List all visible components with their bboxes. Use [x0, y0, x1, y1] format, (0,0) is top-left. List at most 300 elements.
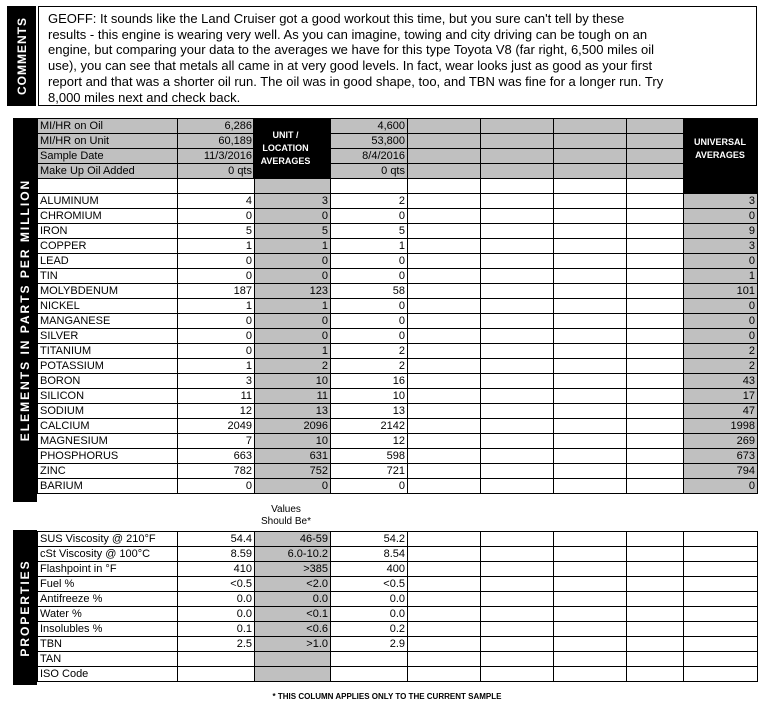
empty-cell	[408, 434, 481, 449]
empty-cell	[408, 577, 481, 592]
unit-average-value: 10	[255, 434, 331, 449]
current-value: 187	[178, 284, 255, 299]
element-name: CALCIUM	[38, 419, 178, 434]
empty-cell	[554, 464, 627, 479]
previous-value: 0	[331, 479, 408, 494]
empty-cell	[408, 239, 481, 254]
empty-cell	[627, 194, 684, 209]
empty-cell	[554, 622, 627, 637]
empty-cell	[627, 562, 684, 577]
empty-cell	[408, 607, 481, 622]
header-line: UNIVERSAL	[693, 136, 746, 147]
sample-info-row	[38, 149, 758, 164]
unit-average-value: 0	[255, 329, 331, 344]
empty-cell	[178, 179, 255, 194]
empty-cell	[481, 119, 554, 134]
should-be-value: 46-59	[255, 532, 331, 547]
empty-cell	[481, 269, 554, 284]
universal-average-value: 101	[684, 284, 758, 299]
universal-average-value: 269	[684, 434, 758, 449]
empty-cell	[554, 419, 627, 434]
header-line: AVERAGES	[260, 156, 311, 166]
empty-cell	[481, 389, 554, 404]
element-name: BORON	[38, 374, 178, 389]
element-name: BARIUM	[38, 479, 178, 494]
empty-cell	[481, 464, 554, 479]
comment-line: engine, but comparing your data to the averages we have for this type Toyota V8 (far right, 6,500 miles oil	[48, 42, 655, 58]
current-value: 0	[178, 254, 255, 269]
empty-cell	[481, 254, 554, 269]
element-row	[38, 479, 758, 494]
empty-cell	[627, 637, 684, 652]
element-name: LEAD	[38, 254, 178, 269]
element-row	[38, 449, 758, 464]
empty-cell	[554, 284, 627, 299]
empty-cell	[408, 179, 481, 194]
empty-cell	[554, 667, 627, 682]
unit-average-value: 2	[255, 359, 331, 374]
empty-cell	[408, 404, 481, 419]
empty-cell	[627, 464, 684, 479]
previous-value: 58	[331, 284, 408, 299]
empty-cell	[408, 562, 481, 577]
empty-cell	[481, 652, 554, 667]
previous-value: 13	[331, 404, 408, 419]
property-name: TAN	[38, 652, 178, 667]
current-sample-value: 0 qts	[178, 164, 255, 179]
current-value: 0	[178, 479, 255, 494]
empty-cell	[627, 419, 684, 434]
empty-cell	[408, 449, 481, 464]
empty-cell	[554, 359, 627, 374]
previous-value: 12	[331, 434, 408, 449]
comments-section-label	[7, 6, 36, 106]
current-value: 782	[178, 464, 255, 479]
element-row	[38, 464, 758, 479]
empty-cell	[408, 209, 481, 224]
previous-value: 0.0	[331, 607, 408, 622]
empty-cell	[627, 652, 684, 667]
empty-cell	[481, 562, 554, 577]
universal-average-value: 2	[684, 359, 758, 374]
empty-cell	[627, 314, 684, 329]
previous-value: 2142	[331, 419, 408, 434]
empty-cell	[481, 224, 554, 239]
property-name: Insolubles %	[38, 622, 178, 637]
universal-average-value: 9	[684, 224, 758, 239]
empty-cell	[408, 269, 481, 284]
current-value	[178, 667, 255, 682]
empty-cell	[554, 269, 627, 284]
previous-sample-value: 8/4/2016	[331, 149, 408, 164]
previous-value: 1	[331, 239, 408, 254]
empty-cell	[554, 434, 627, 449]
empty-cell	[408, 592, 481, 607]
current-sample-value: 11/3/2016	[178, 149, 255, 164]
empty-cell	[627, 254, 684, 269]
empty-cell	[627, 119, 684, 134]
previous-sample-value: 0 qts	[331, 164, 408, 179]
header-line: UNIT /	[272, 130, 299, 140]
empty-cell	[481, 404, 554, 419]
comments-label-text: COMMENTS	[14, 17, 29, 95]
elements-label-text: ELEMENTS IN PARTS PER MILLION	[18, 178, 32, 442]
properties-table	[37, 531, 758, 682]
empty-cell	[554, 652, 627, 667]
empty-cell	[627, 404, 684, 419]
empty-cell	[684, 547, 758, 562]
empty-cell	[554, 547, 627, 562]
universal-average-value: 2	[684, 344, 758, 359]
empty-cell	[627, 547, 684, 562]
universal-average-value: 1998	[684, 419, 758, 434]
unit-average-value: 10	[255, 374, 331, 389]
property-row	[38, 607, 758, 622]
empty-cell	[627, 149, 684, 164]
universal-average-value: 43	[684, 374, 758, 389]
current-value: 8.59	[178, 547, 255, 562]
previous-value: 0	[331, 269, 408, 284]
element-row	[38, 434, 758, 449]
empty-cell	[684, 179, 758, 194]
empty-cell	[408, 224, 481, 239]
element-row	[38, 404, 758, 419]
empty-cell	[481, 592, 554, 607]
previous-value	[331, 652, 408, 667]
empty-cell	[408, 329, 481, 344]
universal-average-value: 0	[684, 479, 758, 494]
empty-cell	[481, 637, 554, 652]
empty-cell	[481, 577, 554, 592]
previous-value: 0	[331, 299, 408, 314]
current-value: 0.1	[178, 622, 255, 637]
current-value: 2049	[178, 419, 255, 434]
empty-cell	[627, 284, 684, 299]
element-row	[38, 419, 758, 434]
empty-cell	[627, 299, 684, 314]
element-row	[38, 194, 758, 209]
empty-cell	[481, 607, 554, 622]
info-label: Make Up Oil Added	[38, 164, 178, 179]
empty-cell	[627, 592, 684, 607]
previous-value: 2	[331, 344, 408, 359]
previous-value: 0.2	[331, 622, 408, 637]
empty-cell	[331, 179, 408, 194]
unit-average-value: 0	[255, 314, 331, 329]
elements-table	[37, 118, 758, 494]
current-value: 2.5	[178, 637, 255, 652]
unit-average-value: 5	[255, 224, 331, 239]
element-name: IRON	[38, 224, 178, 239]
element-name: TITANIUM	[38, 344, 178, 359]
empty-cell	[408, 254, 481, 269]
info-label: Sample Date	[38, 149, 178, 164]
property-name: TBN	[38, 637, 178, 652]
property-row	[38, 562, 758, 577]
current-value: 0	[178, 314, 255, 329]
empty-cell	[684, 577, 758, 592]
element-name: MOLYBDENUM	[38, 284, 178, 299]
current-value: 4	[178, 194, 255, 209]
unit-average-value: 13	[255, 404, 331, 419]
empty-cell	[627, 607, 684, 622]
values-should-be-header	[253, 504, 319, 528]
empty-cell	[627, 179, 684, 194]
property-row	[38, 667, 758, 682]
empty-cell	[554, 314, 627, 329]
element-name: MAGNESIUM	[38, 434, 178, 449]
unit-average-value: 1	[255, 344, 331, 359]
empty-cell	[408, 284, 481, 299]
empty-cell	[481, 284, 554, 299]
empty-cell	[554, 134, 627, 149]
sample-info-row	[38, 134, 758, 149]
unit-average-value: 0	[255, 269, 331, 284]
empty-cell	[408, 134, 481, 149]
empty-cell	[481, 329, 554, 344]
header-line: LOCATION	[262, 143, 309, 153]
empty-cell	[554, 149, 627, 164]
empty-cell	[554, 479, 627, 494]
empty-cell	[255, 179, 331, 194]
empty-cell	[627, 269, 684, 284]
previous-value: <0.5	[331, 577, 408, 592]
previous-sample-value: 53,800	[331, 134, 408, 149]
sample-info-row	[38, 119, 758, 134]
empty-cell	[554, 329, 627, 344]
current-value: <0.5	[178, 577, 255, 592]
universal-average-value: 794	[684, 464, 758, 479]
empty-cell	[408, 652, 481, 667]
element-name: MANGANESE	[38, 314, 178, 329]
empty-cell	[554, 449, 627, 464]
empty-cell	[481, 209, 554, 224]
empty-cell	[38, 179, 178, 194]
previous-value: 0	[331, 209, 408, 224]
element-name: SODIUM	[38, 404, 178, 419]
should-be-value: >385	[255, 562, 331, 577]
element-row	[38, 314, 758, 329]
empty-cell	[481, 419, 554, 434]
comments-box	[38, 6, 757, 106]
empty-cell	[554, 532, 627, 547]
previous-value: 2	[331, 359, 408, 374]
empty-cell	[481, 479, 554, 494]
property-name: cSt Viscosity @ 100°C	[38, 547, 178, 562]
empty-cell	[481, 359, 554, 374]
empty-cell	[627, 479, 684, 494]
current-value: 0	[178, 329, 255, 344]
empty-cell	[408, 419, 481, 434]
empty-cell	[408, 389, 481, 404]
should-be-value	[255, 652, 331, 667]
empty-cell	[684, 562, 758, 577]
empty-cell	[684, 667, 758, 682]
unit-average-value: 0	[255, 479, 331, 494]
empty-cell	[408, 464, 481, 479]
empty-cell	[684, 607, 758, 622]
empty-cell	[481, 164, 554, 179]
empty-cell	[554, 344, 627, 359]
property-row	[38, 652, 758, 667]
empty-cell	[481, 449, 554, 464]
empty-cell	[408, 344, 481, 359]
comment-line: results - this engine is wearing very well. As you can imagine, towing and city driving can be tough on an	[48, 26, 648, 42]
empty-cell	[481, 532, 554, 547]
empty-cell	[554, 299, 627, 314]
previous-value	[331, 667, 408, 682]
unit-average-value: 1	[255, 299, 331, 314]
empty-cell	[481, 374, 554, 389]
universal-average-value: 0	[684, 254, 758, 269]
previous-value: 0.0	[331, 592, 408, 607]
empty-cell	[627, 667, 684, 682]
comment-line: 8,000 miles next and check back.	[48, 89, 241, 105]
element-row	[38, 254, 758, 269]
element-row	[38, 389, 758, 404]
unit-location-averages-header	[253, 119, 318, 178]
empty-cell	[627, 224, 684, 239]
current-value: 0	[178, 269, 255, 284]
previous-value: 16	[331, 374, 408, 389]
footnote: * THIS COLUMN APPLIES ONLY TO THE CURRENT SAMPLE	[272, 692, 502, 701]
empty-cell	[554, 374, 627, 389]
unit-average-value: 0	[255, 209, 331, 224]
unit-average-value: 2096	[255, 419, 331, 434]
should-be-value: 6.0-10.2	[255, 547, 331, 562]
previous-value: 721	[331, 464, 408, 479]
empty-cell	[554, 254, 627, 269]
element-row	[38, 374, 758, 389]
element-name: POTASSIUM	[38, 359, 178, 374]
header-line: AVERAGES	[695, 149, 745, 160]
universal-average-value: 0	[684, 299, 758, 314]
empty-cell	[554, 389, 627, 404]
element-row	[38, 359, 758, 374]
current-value: 663	[178, 449, 255, 464]
empty-cell	[408, 149, 481, 164]
current-value: 0.0	[178, 607, 255, 622]
empty-cell	[554, 164, 627, 179]
universal-average-value: 0	[684, 209, 758, 224]
unit-average-value: 123	[255, 284, 331, 299]
empty-cell	[554, 637, 627, 652]
empty-cell	[481, 194, 554, 209]
empty-cell	[684, 652, 758, 667]
should-be-value: >1.0	[255, 637, 331, 652]
current-value: 54.4	[178, 532, 255, 547]
previous-value: 2.9	[331, 637, 408, 652]
previous-value: 0	[331, 329, 408, 344]
empty-cell	[627, 134, 684, 149]
empty-cell	[554, 404, 627, 419]
current-value: 1	[178, 359, 255, 374]
universal-average-value: 1	[684, 269, 758, 284]
empty-cell	[408, 374, 481, 389]
empty-cell	[408, 119, 481, 134]
info-label: MI/HR on Unit	[38, 134, 178, 149]
should-be-value	[255, 667, 331, 682]
empty-cell	[554, 179, 627, 194]
empty-cell	[481, 239, 554, 254]
element-row	[38, 209, 758, 224]
empty-cell	[684, 622, 758, 637]
element-name: PHOSPHORUS	[38, 449, 178, 464]
empty-cell	[481, 299, 554, 314]
property-row	[38, 577, 758, 592]
header-line: Values	[271, 504, 301, 515]
empty-cell	[554, 592, 627, 607]
property-row	[38, 622, 758, 637]
element-row	[38, 284, 758, 299]
property-row	[38, 592, 758, 607]
empty-cell	[684, 592, 758, 607]
empty-cell	[554, 607, 627, 622]
element-row	[38, 344, 758, 359]
previous-value: 400	[331, 562, 408, 577]
should-be-value: 0.0	[255, 592, 331, 607]
property-name: ISO Code	[38, 667, 178, 682]
property-row	[38, 547, 758, 562]
current-value: 0	[178, 344, 255, 359]
empty-cell	[481, 547, 554, 562]
universal-average-value: 3	[684, 194, 758, 209]
current-sample-value: 60,189	[178, 134, 255, 149]
empty-cell	[481, 314, 554, 329]
previous-value: 598	[331, 449, 408, 464]
empty-cell	[481, 344, 554, 359]
property-row	[38, 637, 758, 652]
info-label: MI/HR on Oil	[38, 119, 178, 134]
comment-line: use), you can see that metals all came in at very good levels. In fact, wear looks just as good as your first	[48, 58, 653, 74]
header-line: Should Be*	[260, 516, 312, 527]
empty-cell	[554, 194, 627, 209]
universal-average-value: 0	[684, 329, 758, 344]
empty-cell	[408, 667, 481, 682]
empty-cell	[627, 374, 684, 389]
previous-value: 0	[331, 254, 408, 269]
empty-cell	[627, 449, 684, 464]
universal-average-value: 673	[684, 449, 758, 464]
element-name: COPPER	[38, 239, 178, 254]
empty-cell	[684, 532, 758, 547]
element-row	[38, 329, 758, 344]
property-row	[38, 532, 758, 547]
empty-cell	[481, 179, 554, 194]
current-value: 5	[178, 224, 255, 239]
element-row	[38, 299, 758, 314]
previous-value: 8.54	[331, 547, 408, 562]
should-be-value: <0.1	[255, 607, 331, 622]
previous-value: 10	[331, 389, 408, 404]
previous-value: 2	[331, 194, 408, 209]
empty-cell	[408, 532, 481, 547]
empty-cell	[627, 164, 684, 179]
current-value: 0	[178, 209, 255, 224]
property-name: SUS Viscosity @ 210°F	[38, 532, 178, 547]
sample-info-row	[38, 164, 758, 179]
empty-cell	[481, 667, 554, 682]
empty-cell	[684, 637, 758, 652]
empty-cell	[408, 547, 481, 562]
element-name: SILICON	[38, 389, 178, 404]
current-value: 11	[178, 389, 255, 404]
empty-cell	[554, 562, 627, 577]
empty-cell	[408, 637, 481, 652]
empty-cell	[408, 479, 481, 494]
universal-average-value: 0	[684, 314, 758, 329]
property-name: Antifreeze %	[38, 592, 178, 607]
